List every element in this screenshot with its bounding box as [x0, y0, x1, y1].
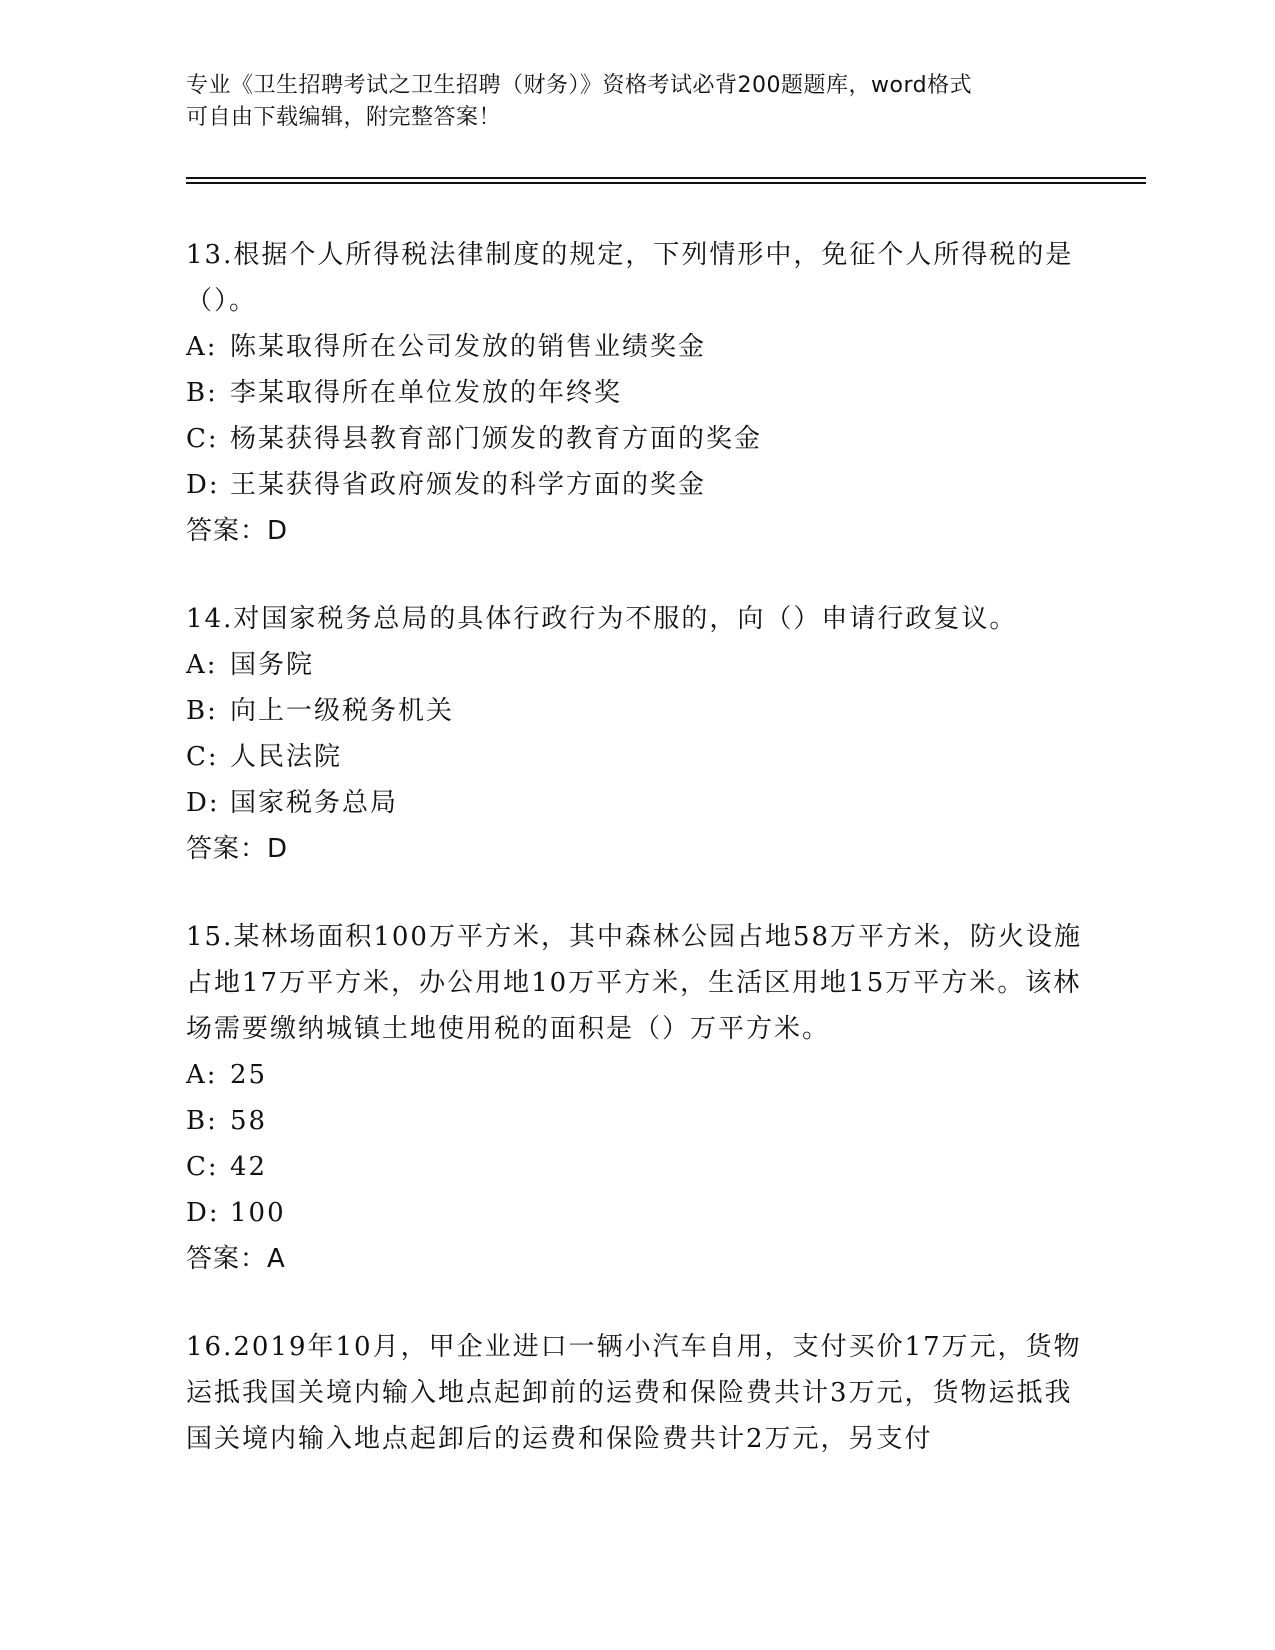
option-c — [186, 734, 1086, 780]
option-letter: D: — [186, 788, 220, 818]
option-letter: C: — [186, 1152, 219, 1182]
option-text: 100 — [230, 1198, 286, 1228]
question-text: 14.对国家税务总局的具体行政行为不服的，向（）申请行政复议。 — [186, 604, 1018, 634]
option-a — [186, 324, 1086, 370]
option-letter: D: — [186, 1198, 220, 1228]
option-text: 25 — [230, 1060, 268, 1090]
option-letter: A: — [186, 650, 218, 680]
question-15 — [186, 914, 1086, 1282]
option-d — [186, 1190, 1086, 1236]
option-letter: C: — [186, 742, 219, 772]
option-text: 陈某取得所在公司发放的销售业绩奖金 — [230, 332, 707, 362]
option-text: 58 — [230, 1106, 268, 1136]
option-letter: B: — [186, 1106, 218, 1136]
document-header — [186, 70, 1086, 134]
option-letter: A: — [186, 332, 218, 362]
option-letter: B: — [186, 696, 218, 726]
question-list — [186, 232, 1086, 1462]
option-c — [186, 1144, 1086, 1190]
option-text: 王某获得省政府颁发的科学方面的奖金 — [230, 470, 707, 500]
question-text: 13.根据个人所得税法律制度的规定，下列情形中，免征个人所得税的是（）。 — [186, 240, 1074, 316]
header-line-2: 可自由下载编辑，附完整答案！ — [186, 105, 502, 130]
header-divider-bottom — [186, 182, 1146, 184]
answer-line: 答案：D — [186, 834, 289, 864]
header-divider-top — [186, 177, 1146, 179]
option-d — [186, 780, 1086, 826]
option-text: 42 — [230, 1152, 268, 1182]
option-b — [186, 1098, 1086, 1144]
question-spacer — [186, 1282, 1086, 1324]
question-spacer — [186, 872, 1086, 914]
option-text: 向上一级税务机关 — [230, 696, 455, 726]
header-line-1: 专业《卫生招聘考试之卫生招聘（财务）》资格考试必背200题题库，word格式 — [186, 73, 973, 98]
option-letter: D: — [186, 470, 220, 500]
option-letter: B: — [186, 378, 218, 408]
option-a — [186, 642, 1086, 688]
option-a — [186, 1052, 1086, 1098]
answer-line: 答案：A — [186, 1244, 286, 1274]
option-text: 李某取得所在单位发放的年终奖 — [230, 378, 623, 408]
answer-line: 答案：D — [186, 516, 289, 546]
option-letter: C: — [186, 424, 219, 454]
question-14 — [186, 596, 1086, 872]
option-letter: A: — [186, 1060, 218, 1090]
question-text: 15.某林场面积100万平方米，其中森林公园占地58万平方米，防火设施占地17万平方米，办公用地10万平方米，生活区用地15万平方米。该林场需要缴纳城镇土地使用税的面积是（）万平方米。 — [186, 922, 1083, 1044]
option-b — [186, 688, 1086, 734]
option-c — [186, 416, 1086, 462]
question-16 — [186, 1324, 1086, 1462]
option-b — [186, 370, 1086, 416]
option-d — [186, 462, 1086, 508]
option-text: 国务院 — [230, 650, 315, 680]
question-spacer — [186, 554, 1086, 596]
option-text: 国家税务总局 — [230, 788, 399, 818]
question-13 — [186, 232, 1086, 554]
option-text: 人民法院 — [230, 742, 343, 772]
option-text: 杨某获得县教育部门颁发的教育方面的奖金 — [230, 424, 763, 454]
question-text: 16.2019年10月，甲企业进口一辆小汽车自用，支付买价17万元，货物运抵我国关境内输入地点起卸前的运费和保险费共计3万元，货物运抵我国关境内输入地点起卸后的运费和保险费共计2万元，另支付 — [186, 1332, 1082, 1454]
